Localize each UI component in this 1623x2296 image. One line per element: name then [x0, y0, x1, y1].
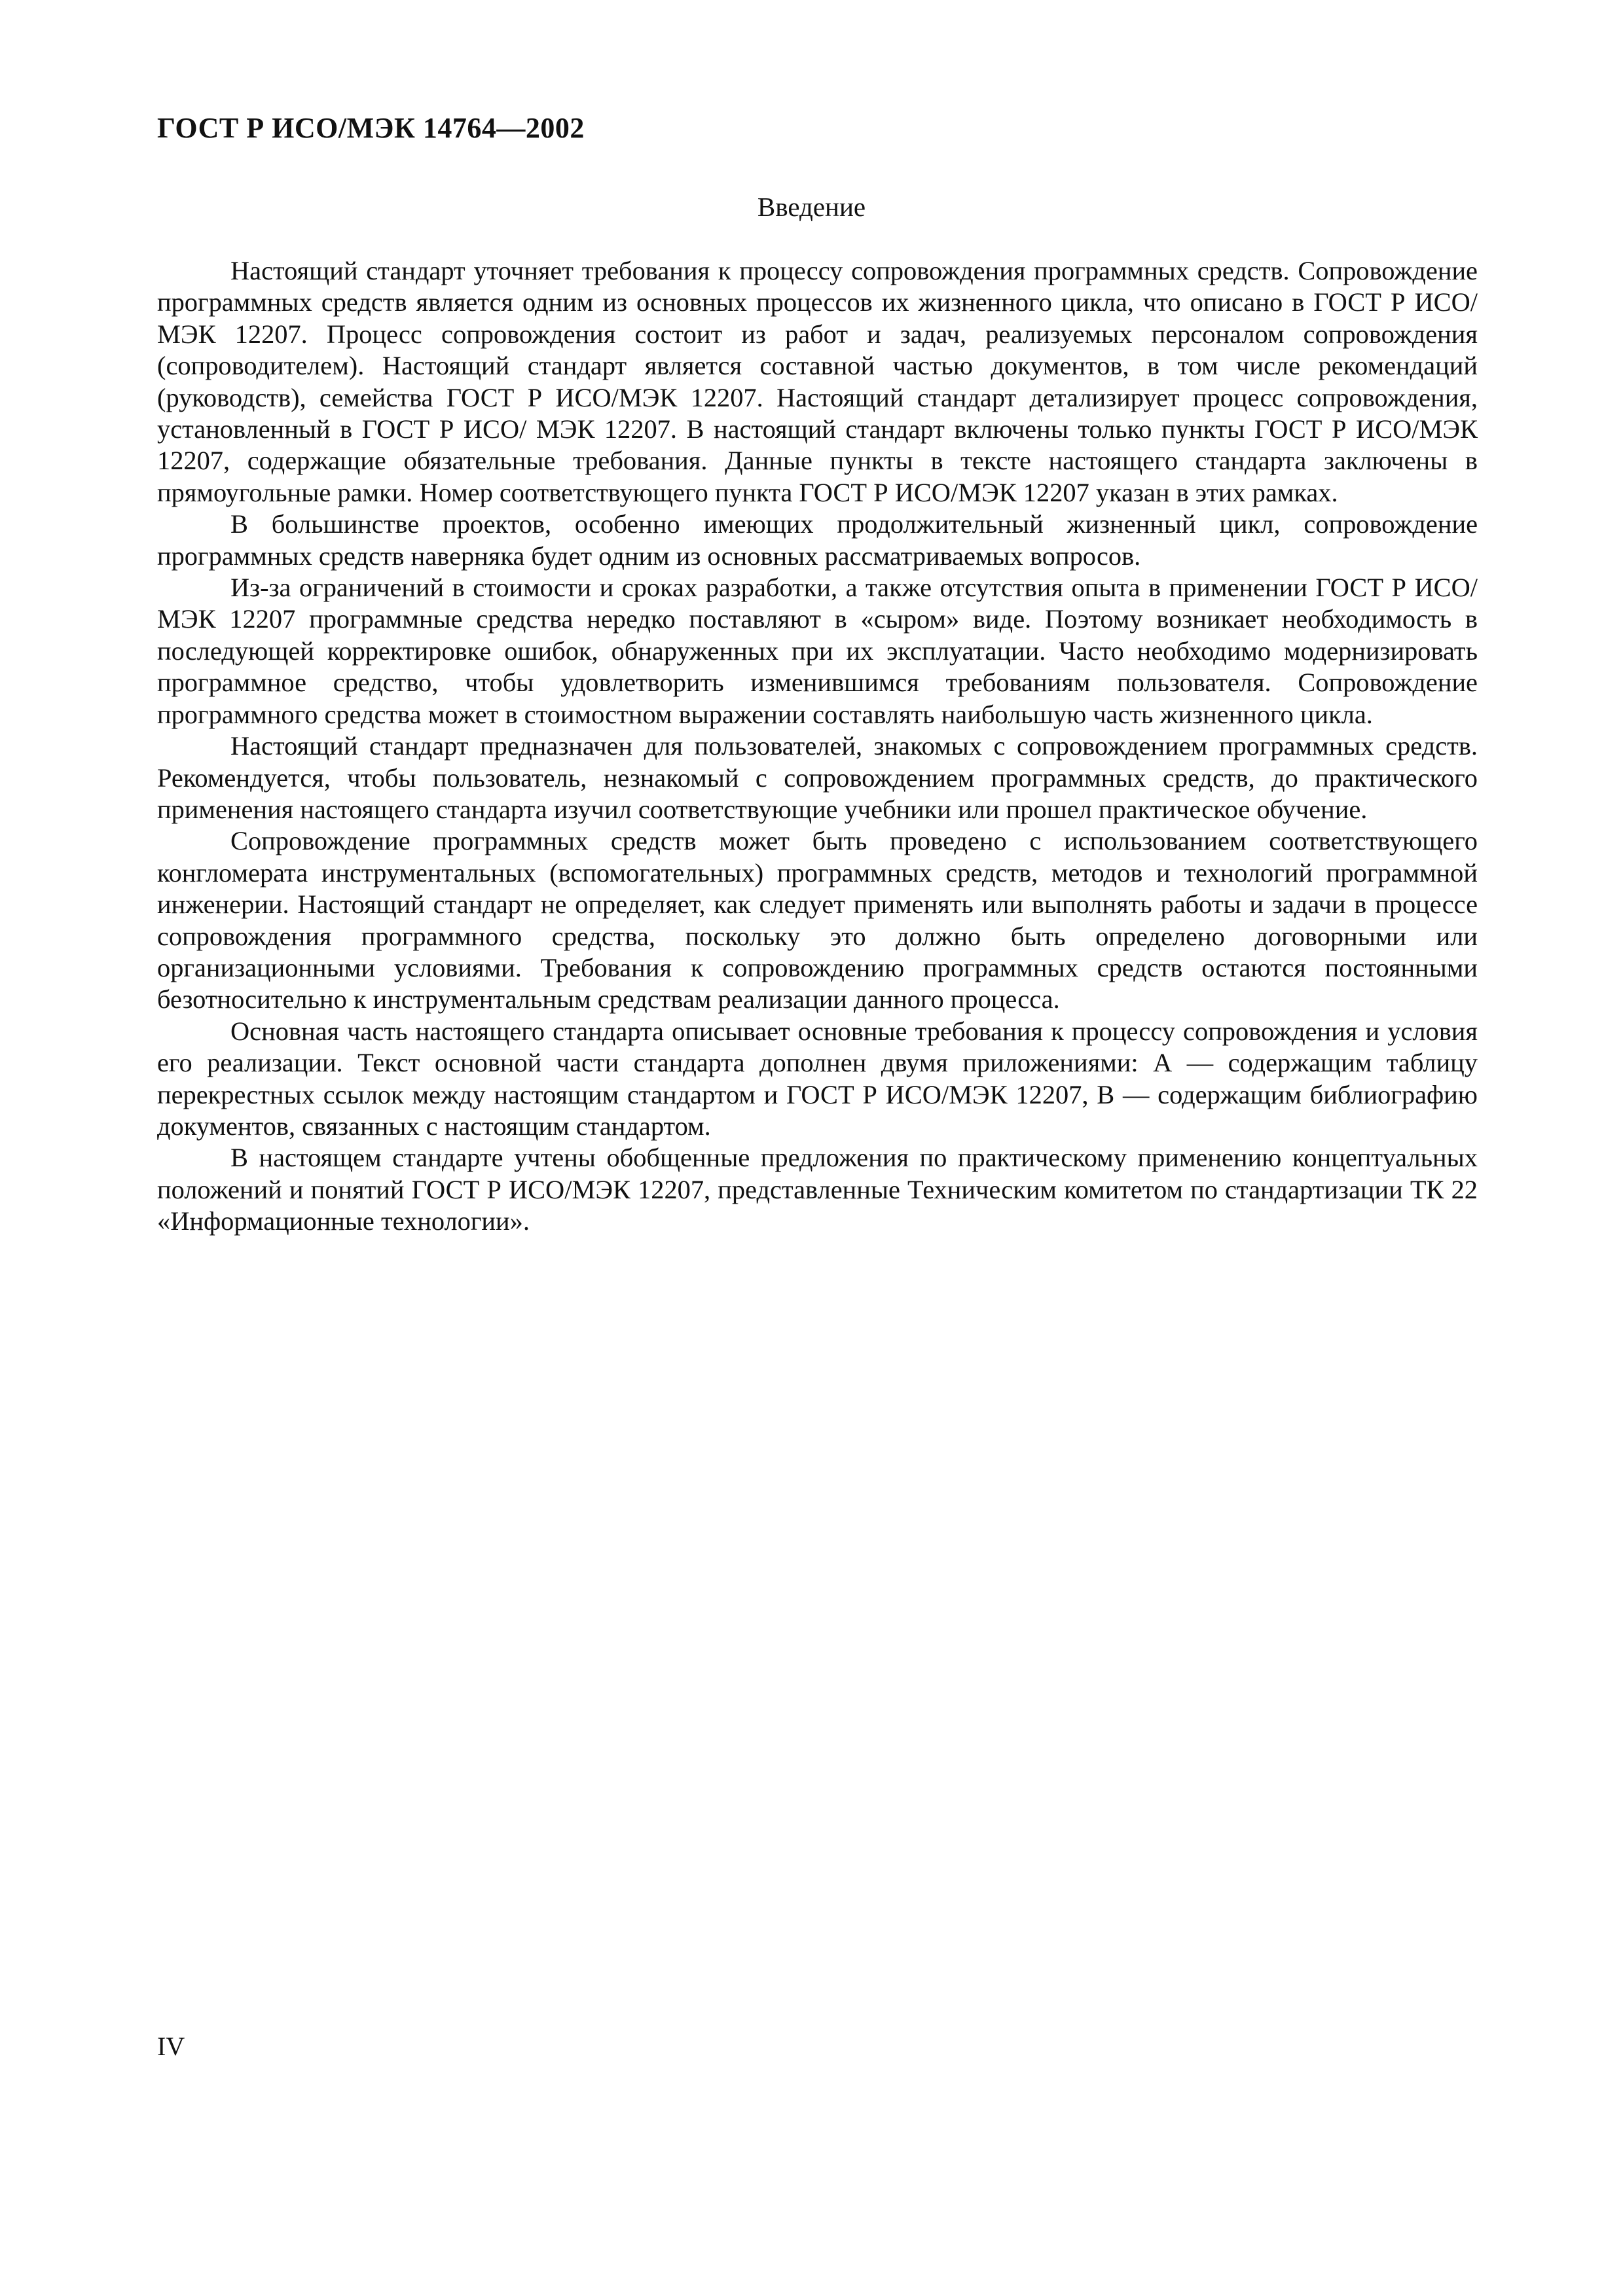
paragraph-1: Настоящий стандарт уточняет требования к процессу сопровождения программных средств. Сопровождение программных средств является одним из основных процессов их жизненного цикла, что описано в ГОСТ Р ИСО/МЭК 12207. Процесс сопровождения состоит из работ и задач, реализуемых персоналом сопровождения (сопроводителем). Настоящий стандарт является составной частью документов, в том числе рекомендаций (руководств), семейства ГОСТ Р ИСО/МЭК 12207. Настоящий стандарт детализирует процесс сопровождения, установленный в ГОСТ Р ИСО/ МЭК 12207. В настоящий стандарт включены только пункты ГОСТ Р ИСО/МЭК 12207, содержащие обязательные требования. Данные пункты в тексте настоящего стандарта заключены в прямоугольные рамки. Номер соответствующего пункта ГОСТ Р ИСО/МЭК 12207 указан в этих рамках. [157, 256, 1478, 507]
introduction-body [157, 255, 1478, 1238]
document-code-header: ГОСТ Р ИСО/МЭК 14764—2002 [157, 112, 585, 144]
paragraph-6: Основная часть настоящего стандарта описывает основные требования к процессу сопровождения и условия его реализации. Текст основной части стандарта дополнен двумя приложениями: А — содержащим таблицу перекрестных ссылок между настоящим стандартом и ГОСТ Р ИСО/МЭК 12207, В — содержащим библиографию документов, связанных с настоящим стандартом. [157, 1016, 1478, 1141]
paragraph-3: Из-за ограничений в стоимости и сроках разработки, а также отсутствия опыта в применении ГОСТ Р ИСО/МЭК 12207 программные средства нередко поставляют в «сыром» виде. Поэтому возникает необходимость в последующей корректировке ошибок, обнаруженных при их эксплуатации. Часто необходимо модернизировать программное средство, чтобы удовлетворить изменившимся требованиям пользователя. Сопровождение программного средства может в стоимостном выражении составлять наибольшую часть жизненного цикла. [157, 573, 1478, 729]
paragraph-7: В настоящем стандарте учтены обобщенные предложения по практическому применению концептуальных положений и понятий ГОСТ Р ИСО/МЭК 12207, представленные Техническим комитетом по стандартизации ТК 22 «Информационные технологии». [157, 1143, 1478, 1236]
paragraph-5: Сопровождение программных средств может быть проведено с использованием соответствующего конгломерата инструментальных (вспомогательных) программных средств, методов и технологий программной инженерии. Настоящий стандарт не определяет, как следует применять или выполнять работы и задачи в процессе сопровождения программного средства, поскольку это должно быть определено договорными или организационными условиями. Требования к сопровождению программных средств остаются постоянными безотносительно к инструментальным средствам реализации данного процесса. [157, 826, 1478, 1014]
section-title: Введение [757, 192, 866, 222]
paragraph-2: В большинстве проектов, особенно имеющих продолжительный жизненный цикл, сопровождение программных средств наверняка будет одним из основных рассматриваемых вопросов. [157, 509, 1478, 571]
paragraph-4: Настоящий стандарт предназначен для пользователей, знакомых с сопровождением программных средств. Рекомендуется, чтобы пользователь, незнакомый с сопровождением программных средств, до практического применения настоящего стандарта изучил соответствующие учебники или прошел практическое обучение. [157, 731, 1478, 824]
page-number: IV [157, 2032, 185, 2061]
